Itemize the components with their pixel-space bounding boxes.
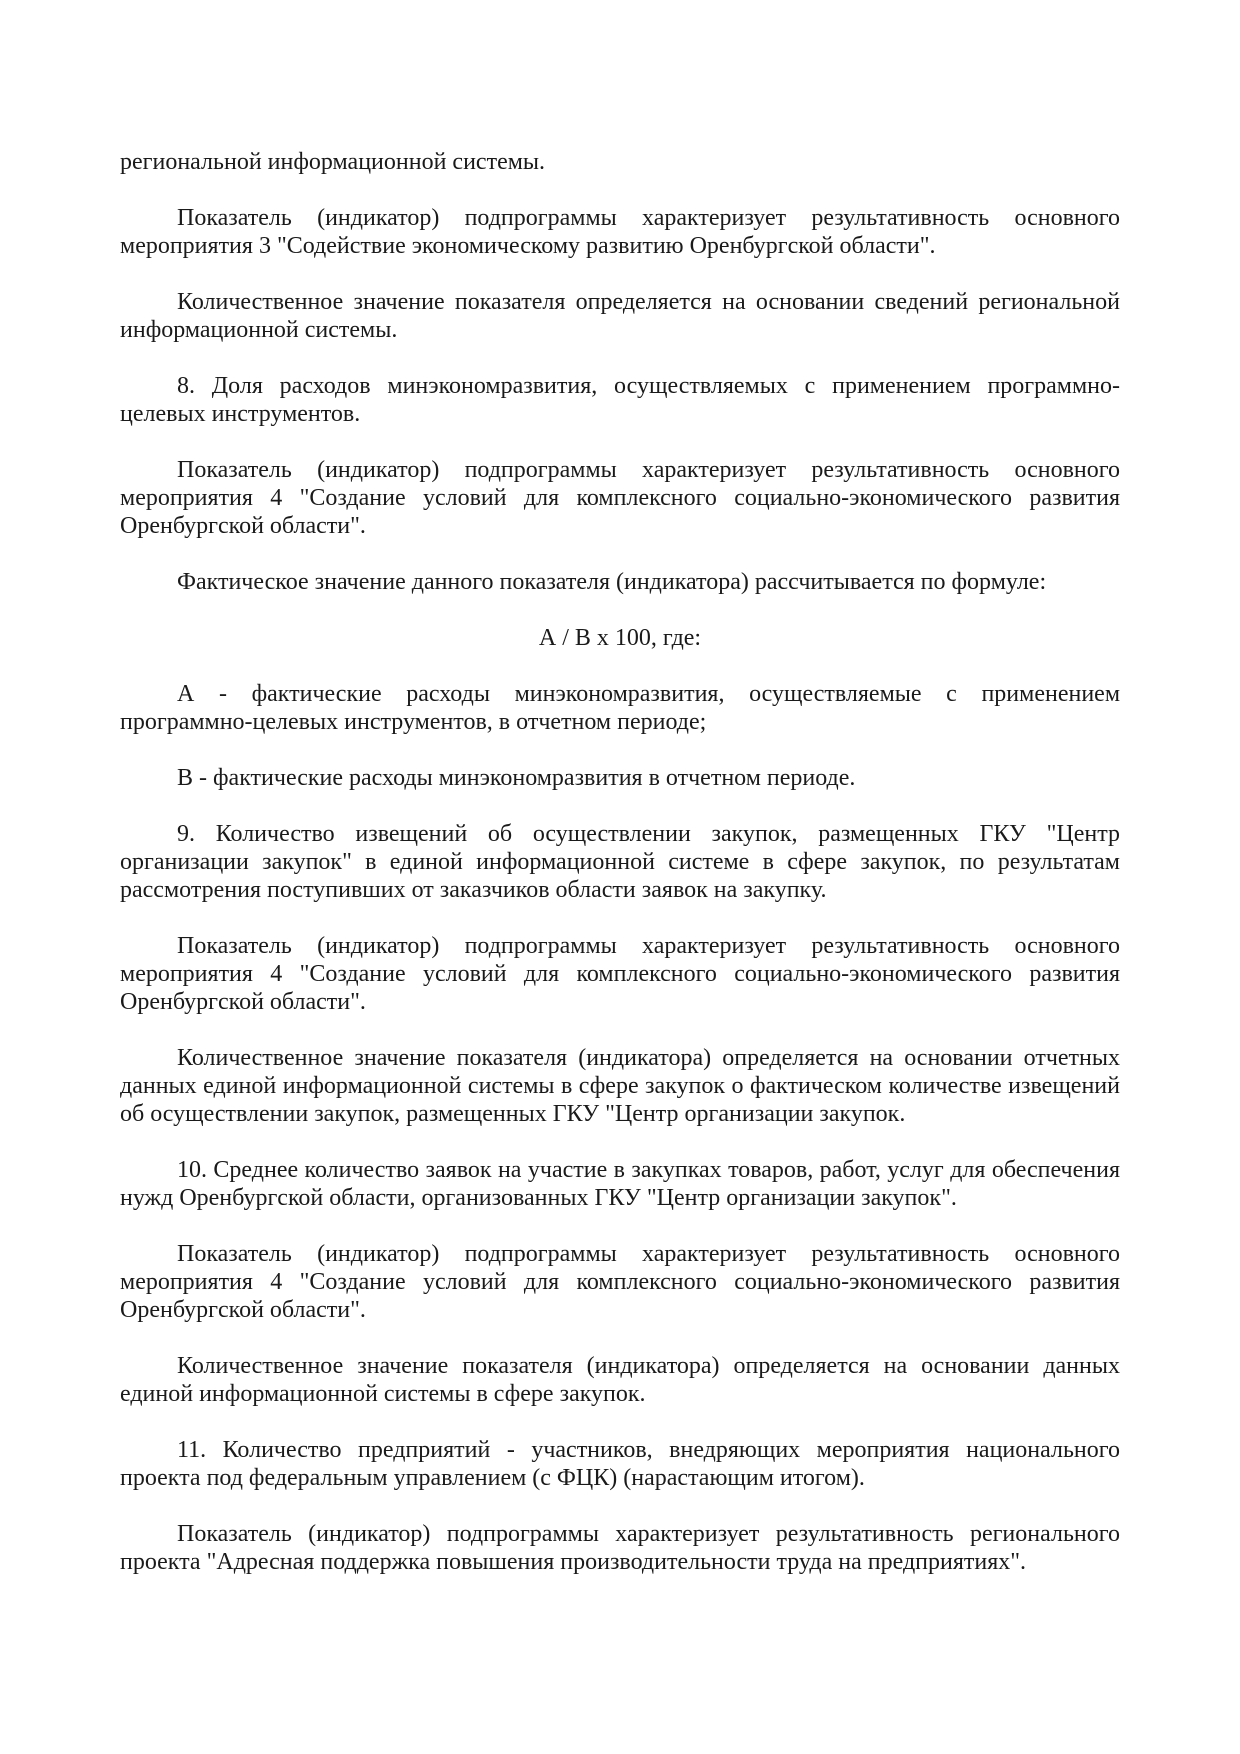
paragraph-item-10: 10. Среднее количество заявок на участие в закупках товаров, работ, услуг для обеспечения нужд Оренбургской области, организованных ГКУ "Центр организации закупок". [120,1157,1120,1211]
paragraph-item-11: 11. Количество предприятий - участников, внедряющих мероприятия национального проекта под федеральным управлением (с ФЦК) (нарастающим итогом). [120,1437,1120,1491]
paragraph-indicator-description: Показатель (индикатор) подпрограммы характеризует результативность основного мероприятия 4 "Создание условий для комплексного социально-экономического развития Оренбургской области". [120,1241,1120,1323]
paragraph-item-9: 9. Количество извещений об осуществлении закупок, размещенных ГКУ "Центр организации закупок" в единой информационной системе в сфере закупок, по результатам рассмотрения поступивших от заказчиков области заявок на закупку. [120,821,1120,903]
paragraph-quantity-description: Количественное значение показателя (индикатора) определяется на основании данных единой информационной системы в сфере закупок. [120,1353,1120,1407]
paragraph-continuation: региональной информационной системы. [120,149,546,175]
paragraph-formula-variable-b: В - фактические расходы минэкономразвития в отчетном периоде. [177,765,856,791]
paragraph-quantity-description: Количественное значение показателя (индикатора) определяется на основании отчетных данных единой информационной системы в сфере закупок о фактическом количестве извещений об осуществлении закупок, размещенных ГКУ "Центр организации закупок. [120,1045,1120,1127]
document-page [120,148,1120,1604]
paragraph-item-8: 8. Доля расходов минэкономразвития, осуществляемых с применением программно-целевых инструментов. [120,373,1120,427]
paragraph-quantity-description: Количественное значение показателя определяется на основании сведений региональной информационной системы. [120,289,1120,343]
paragraph-indicator-description: Показатель (индикатор) подпрограммы характеризует результативность основного мероприятия 3 "Содействие экономическому развитию Оренбургской области". [120,205,1120,259]
paragraph-indicator-description: Показатель (индикатор) подпрограммы характеризует результативность основного мероприятия 4 "Создание условий для комплексного социально-экономического развития Оренбургской области". [120,933,1120,1015]
formula: А / В х 100, где: [538,625,702,651]
paragraph-indicator-description: Показатель (индикатор) подпрограммы характеризует результативность основного мероприятия 4 "Создание условий для комплексного социально-экономического развития Оренбургской области". [120,457,1120,539]
paragraph-indicator-description: Показатель (индикатор) подпрограммы характеризует результативность регионального проекта "Адресная поддержка повышения производительности труда на предприятиях". [120,1521,1120,1575]
paragraph-formula-variable-a: А - фактические расходы минэкономразвития, осуществляемые с применением программно-целевых инструментов, в отчетном периоде; [120,681,1120,735]
paragraph-formula-intro: Фактическое значение данного показателя (индикатора) рассчитывается по формуле: [177,569,1047,595]
